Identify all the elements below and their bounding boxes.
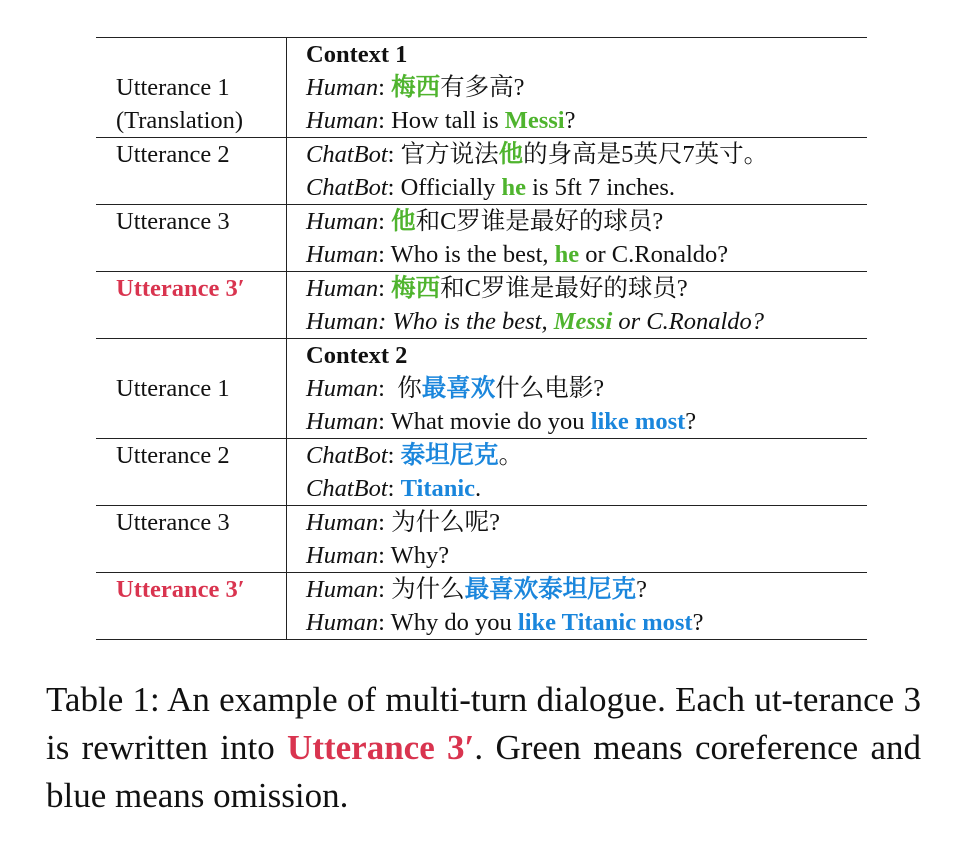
row-content — [287, 506, 868, 573]
context-1-heading: Context 1 — [306, 41, 408, 68]
row-label — [96, 439, 287, 506]
utterance-en: ChatBot: Titanic. — [306, 475, 482, 502]
utterance-en: ChatBot: Officially he is 5ft 7 inches. — [306, 174, 676, 201]
utterance-3-label: Utterance 3 — [116, 509, 230, 536]
utterance-zh: Human: 梅西有多高? — [306, 74, 525, 101]
utterance-zh: Human: 你最喜欢什么电影? — [306, 375, 605, 402]
utterance-zh: Human: 他和C罗谁是最好的球员? — [306, 208, 664, 235]
row-content — [287, 339, 868, 439]
utterance-en: Human: Who is the best, Messi or C.Ronaldo? — [306, 308, 765, 335]
row-label — [96, 506, 287, 573]
table-row — [96, 272, 867, 339]
row-content — [287, 573, 868, 640]
utterance-2-label: Utterance 2 — [116, 141, 230, 168]
utterance-en: Human: Why do you like Titanic most? — [306, 609, 704, 636]
caption-highlight: Utterance 3′ — [287, 728, 475, 767]
row-content — [287, 205, 868, 272]
row-label — [96, 573, 287, 640]
table-row — [96, 205, 867, 272]
row-label — [96, 205, 287, 272]
row-label — [96, 272, 287, 339]
table-row — [96, 339, 867, 439]
translation-label: (Translation) — [116, 107, 244, 134]
utterance-zh: Human: 为什么呢? — [306, 509, 500, 536]
table-row — [96, 573, 867, 640]
utterance-en: Human: What movie do you like most? — [306, 408, 697, 435]
table-row — [96, 38, 867, 138]
row-content — [287, 38, 868, 138]
utterance-en: Human: Who is the best, he or C.Ronaldo? — [306, 241, 729, 268]
row-label — [96, 38, 287, 138]
row-label — [96, 339, 287, 439]
utterance-1-label: Utterance 1 — [116, 74, 230, 101]
row-content — [287, 439, 868, 506]
utterance-2-label: Utterance 2 — [116, 442, 230, 469]
utterance-zh: Human: 为什么最喜欢泰坦尼克? — [306, 576, 647, 603]
row-content — [287, 138, 868, 205]
table-row — [96, 439, 867, 506]
utterance-3-prime-label: Utterance 3′ — [116, 576, 245, 603]
utterance-en: Human: How tall is Messi? — [306, 107, 576, 134]
utterance-zh: Human: 梅西和C罗谁是最好的球员? — [306, 275, 688, 302]
utterance-en: Human: Why? — [306, 542, 450, 569]
context-2-heading: Context 2 — [306, 342, 408, 369]
row-content — [287, 272, 868, 339]
utterance-zh: ChatBot: 官方说法他的身高是5英尺7英寸。 — [306, 141, 769, 168]
table-row — [96, 506, 867, 573]
utterance-1-label: Utterance 1 — [116, 375, 230, 402]
utterance-3-prime-label: Utterance 3′ — [116, 275, 245, 302]
dialogue-table — [96, 37, 867, 640]
table-row — [96, 138, 867, 205]
utterance-3-label: Utterance 3 — [116, 208, 230, 235]
table-caption: Table 1: An example of multi-turn dialogue. Each ut-terance 3 is rewritten into Utterance 3′. Green means coreference and blue means omission. — [46, 680, 921, 815]
utterance-zh: ChatBot: 泰坦尼克。 — [306, 442, 524, 469]
row-label — [96, 138, 287, 205]
